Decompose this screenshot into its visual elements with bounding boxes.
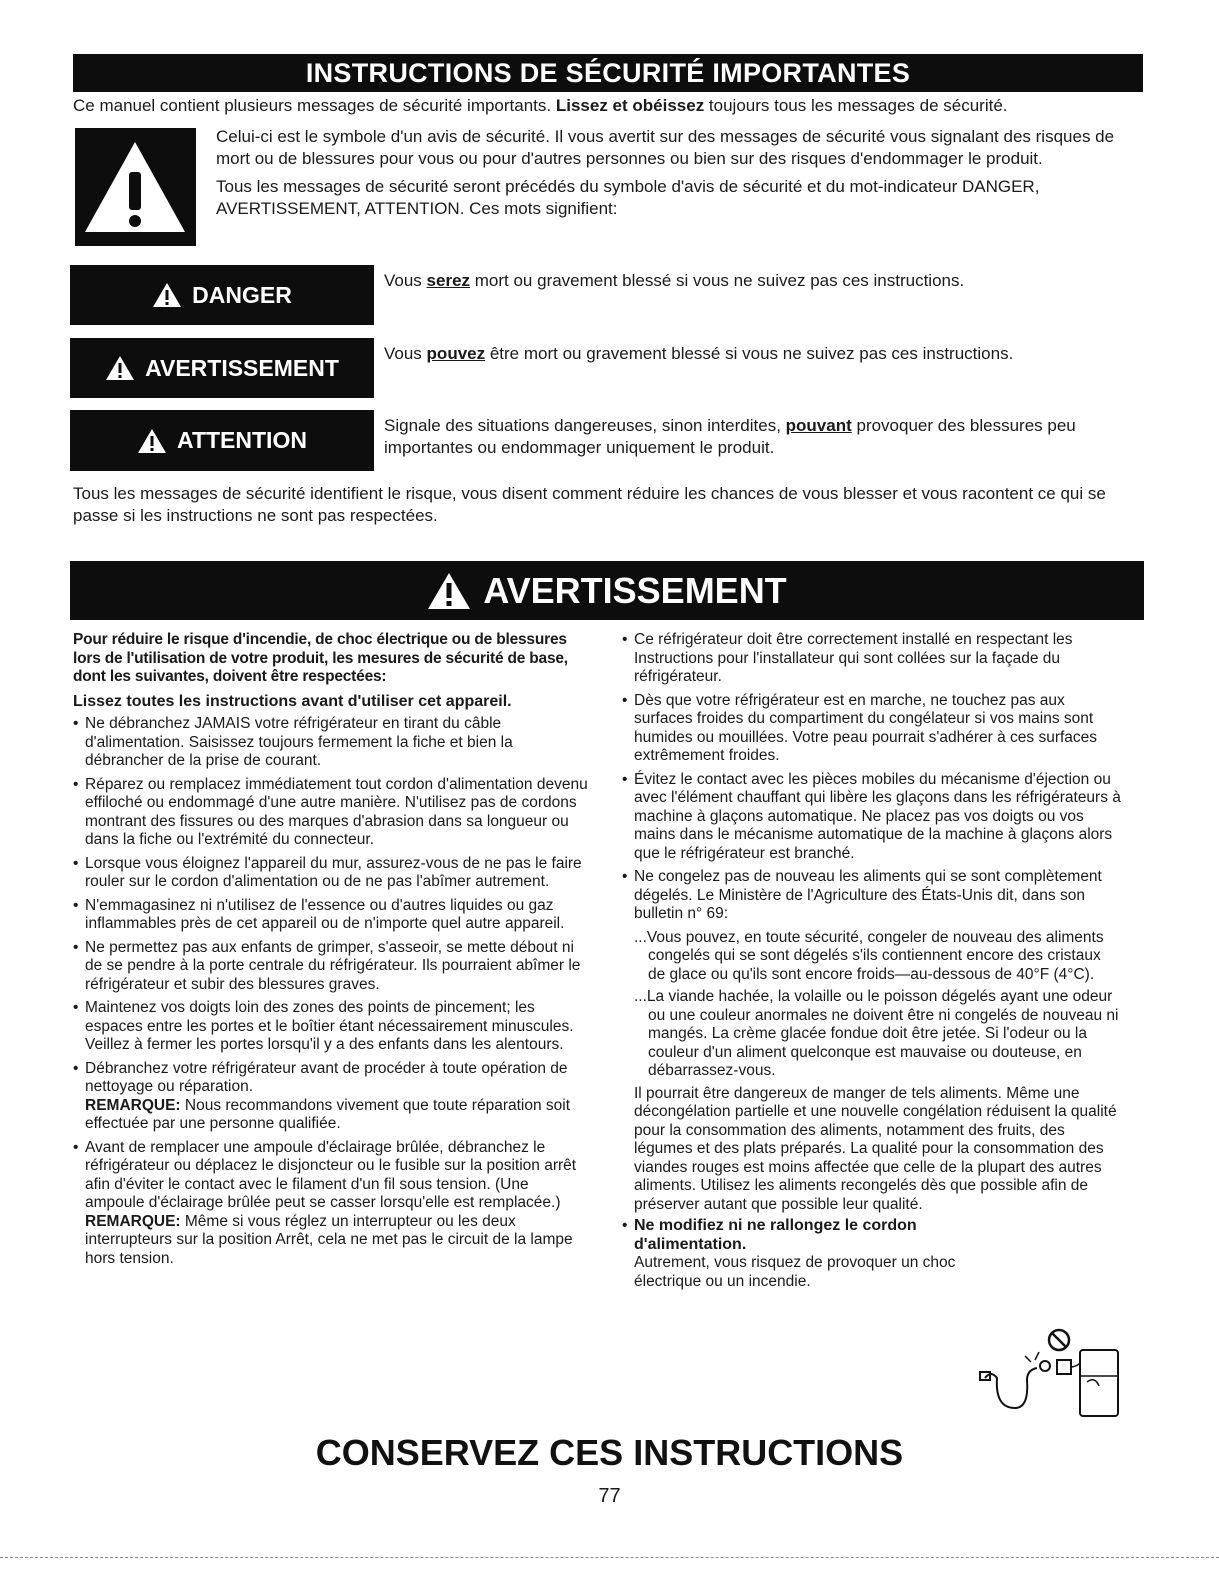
- warning-triangle-icon: [105, 355, 135, 381]
- danger-desc-after: mort ou gravement blessé si vous ne suivez pas ces instructions.: [470, 271, 965, 290]
- list-item: • Maintenez vos doigts loin des zones des points de pincement; les espaces entre les portes et le boîtier étant nécessairement minuscules. Veillez à fermer les portes lorsqu'il y a des enfants dans les alentours.: [73, 999, 588, 1055]
- food-quality-paragraph: Il pourrait être dangereux de manger de tels aliments. Même une décongélation partielle et une nouvelle congélation réduisent la qualité pour la consommation des aliments, notamment des fruits, des légumes et des plats préparés. La qualité pour la consommation des viandes rouges est moins affectée que celle de la plupart des autres aliments. Utilisez les aliments recongelés dès que possible afin de préserver autant que possible leur qualité.: [634, 1084, 1117, 1213]
- left-bullet-list: [73, 715, 588, 1268]
- attention-label: [70, 410, 374, 471]
- list-item: • Dès que votre réfrigérateur est en marche, ne touchez pas aux surfaces froides du compartiment du congélateur si vos mains sont humides ou mouillées. Votre peau pourrait s'adhérer à ces surfaces extrêmement froides.: [622, 692, 1122, 766]
- remarque-text: Nous recommandons vivement que toute réparation soit effectuée par une personne qualifiée.: [85, 1096, 571, 1132]
- page-number: 77: [598, 1485, 621, 1507]
- left-lead: Pour réduire le risque d'incendie, de choc électrique ou de blessures lors de l'utilisation de votre produit, les mesures de sécurité de base, dont les suivantes, doivent être respectées:: [73, 631, 568, 685]
- danger-label-text: DANGER: [192, 281, 292, 308]
- cord-warning-text: Autrement, vous risquez de provoquer un choc électrique ou un incendie.: [634, 1254, 956, 1290]
- attention-keyword: pouvant: [785, 416, 852, 435]
- avertissement-desc-before: Vous: [384, 344, 427, 363]
- list-item: • Ne permettez pas aux enfants de grimper, s'asseoir, se mette débout ni de se pendre à la porte centrale du réfrigérateur. Ils pourraient abîmer le réfrigérateur et subir des blessures graves.: [73, 939, 588, 995]
- quote-1-text: ...Vous pouvez, en toute sécurité, congeler de nouveau des aliments congelés qui se sont dégelés s'ils contiennent encore des cristaux de glace ou qu'ils sont encore froids—au-dessous de 40°F (4°C).: [634, 928, 1104, 983]
- intro-after: toujours tous les messages de sécurité.: [704, 96, 1008, 115]
- no-extension-cord-icon: [975, 1320, 1125, 1420]
- remarque-label: REMARQUE:: [85, 1212, 181, 1230]
- left-lead-2: Lissez toutes les instructions avant d'utiliser cet appareil.: [73, 692, 512, 710]
- page-title: INSTRUCTIONS DE SÉCURITÉ IMPORTANTES: [73, 54, 1143, 92]
- right-column: [622, 631, 1122, 1296]
- remarque-label: REMARQUE:: [85, 1096, 181, 1114]
- right-bullet-list-2: [622, 1217, 1122, 1291]
- symbol-paragraph-2: Tous les messages de sécurité seront précédés du symbole d'avis de sécurité et du mot-indicateur DANGER, AVERTISSEMENT, ATTENTION. Ces mots signifient:: [216, 177, 1040, 218]
- list-item: • N'emmagasinez ni n'utilisez de l'essence ou d'autres liquides ou gaz inflammables près de cet appareil ou de n'importe quel autre appareil.: [73, 897, 588, 934]
- list-item: • Ce réfrigérateur doit être correctement installé en respectant les Instructions pour l'installateur qui sont collées sur la façade du réfrigérateur.: [622, 631, 1122, 687]
- danger-label: [70, 265, 374, 325]
- attention-label-text: ATTENTION: [177, 427, 307, 453]
- list-item: • Évitez le contact avec les pièces mobiles du mécanisme d'éjection ou avec l'élément chauffant qui libère les glaçons dans les réfrigérateurs à machine à glaçons automatique. Ne placez pas vos doigts ou vos mains dans le mécanisme automatique de la machine à glaçons alors que le réfrigérateur est branché.: [622, 771, 1122, 864]
- list-item-text: Débranchez votre réfrigérateur avant de procéder à toute opération de nettoyage ou réparation.: [85, 1059, 568, 1095]
- page-bottom-edge: [0, 1557, 1219, 1558]
- remarque-text: Même si vous réglez un interrupteur ou les deux interrupteurs sur la position Arrêt, cela ne met pas le circuit de la lampe hors tension.: [85, 1212, 573, 1267]
- warning-banner: [70, 561, 1144, 620]
- intro-before: Ce manuel contient plusieurs messages de sécurité importants.: [73, 96, 556, 115]
- avertissement-label-text: AVERTISSEMENT: [145, 354, 339, 381]
- quote-2: [622, 988, 1122, 1081]
- avertissement-keyword: pouvez: [426, 344, 486, 363]
- attention-desc-after: provoquer des blessures peu importantes ou endommager uniquement le produit.: [384, 416, 1076, 457]
- quote-2-text: ...La viande hachée, la volaille ou le poisson dégelés ayant une odeur ou une couleur anormales ne doivent être ni congelés de nouveau ni mangés. La crème glacée fondue doit être jetée. Si l'odeur ou la couleur d'un aliment quelconque est mauvaise ou douteuse, en débarrassez-vous.: [634, 988, 1119, 1079]
- list-item: [73, 1139, 588, 1269]
- left-column: [73, 631, 588, 1273]
- symbol-explanation: [216, 126, 1136, 226]
- summary-text: Tous les messages de sécurité identifient le risque, vous disent comment réduire les chances de vous blesser et vous racontent ce qui se passe si les instructions ne sont pas respectées.: [73, 484, 1106, 525]
- warning-banner-text: AVERTISSEMENT: [483, 569, 787, 611]
- list-item-text: Avant de remplacer une ampoule d'éclairage brûlée, débranchez le réfrigérateur ou déplacez le disjoncteur ou le fusible sur la position arrêt afin d'éviter le contact avec le filament d'un fil sous tension. (Une ampoule d'éclairage brûlée peut se casser lorsqu'elle est remplacée.): [85, 1138, 577, 1211]
- list-item: [73, 1060, 588, 1134]
- attention-desc-before: Signale des situations dangereuses, sinon interdites,: [384, 416, 786, 435]
- warning-triangle-icon: [427, 572, 471, 610]
- list-item: [622, 1217, 1122, 1291]
- list-item: • Réparez ou remplacez immédiatement tout cordon d'alimentation devenu effiloché ou endommagé d'une autre manière. N'utilisez pas de cordons montrant des fissures ou des marques d'abrasion dans sa longueur ou dans la fiche ou l'extrémité du connecteur.: [73, 776, 588, 850]
- symbol-paragraph-1: Celui-ci est le symbole d'un avis de sécurité. Il vous avertit sur des messages de sécurité vous signalant des risques de mort ou de blessures pour vous ou pour d'autres personnes ou bien sur des risques d'endommager le produit.: [216, 127, 1115, 168]
- danger-desc-before: Vous: [384, 271, 427, 290]
- danger-description: [384, 270, 1144, 292]
- right-bullet-list: [622, 631, 1122, 924]
- quote-1: [622, 929, 1122, 985]
- list-item: • Ne débranchez JAMAIS votre réfrigérateur en tirant du câble d'alimentation. Saisissez toujours fermement la fiche et bien la débrancher de la prise de courant.: [73, 715, 588, 771]
- cord-warning-title: Ne modifiez ni ne rallongez le cordon d'alimentation.: [634, 1217, 917, 1253]
- list-item: • Ne congelez pas de nouveau les aliments qui se sont complètement dégelés. Le Ministère de l'Agriculture des États-Unis dit, dans son bulletin n° 69:: [622, 868, 1122, 924]
- list-item: • Lorsque vous éloignez l'appareil du mur, assurez-vous de ne pas le faire rouler sur le cordon d'alimentation ou de ne pas l'abîmer autrement.: [73, 855, 588, 892]
- intro-bold: Lissez et obéissez: [555, 96, 705, 115]
- warning-triangle-icon: [152, 282, 182, 308]
- safety-alert-icon: [75, 128, 196, 246]
- intro-text: [73, 95, 1153, 117]
- avertissement-desc-after: être mort ou gravement blessé si vous ne suivez pas ces instructions.: [485, 344, 1014, 363]
- avertissement-label: [70, 338, 374, 398]
- attention-description: [384, 415, 1144, 459]
- avertissement-description: [384, 343, 1144, 365]
- danger-keyword: serez: [426, 271, 471, 290]
- warning-triangle-icon: [137, 428, 167, 454]
- save-instructions-title: CONSERVEZ CES INSTRUCTIONS: [315, 1432, 904, 1473]
